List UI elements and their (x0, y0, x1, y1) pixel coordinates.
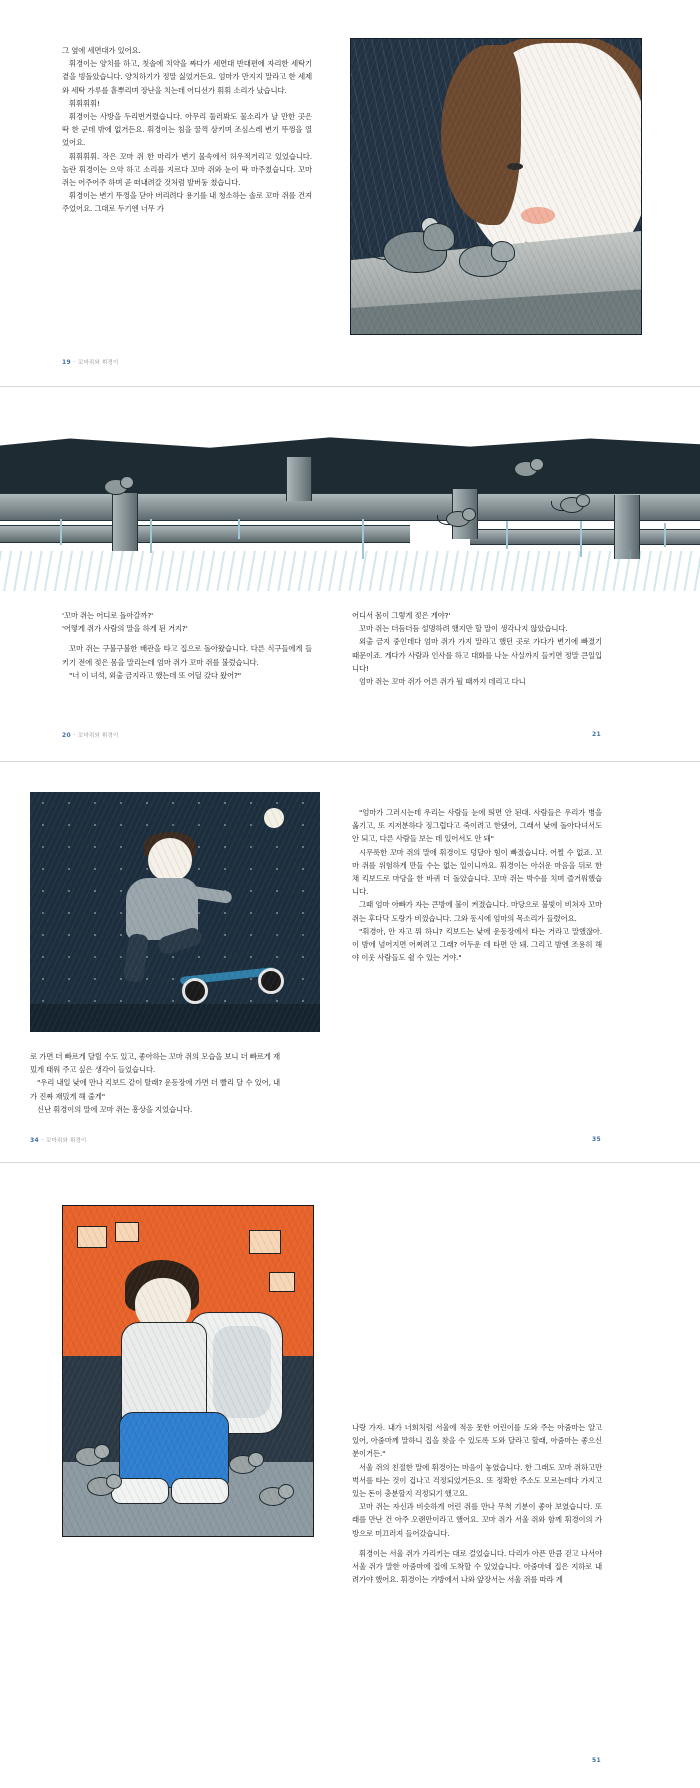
folio-number: 51 (592, 1757, 601, 1764)
mouse-icon (514, 457, 544, 477)
mouse-head (94, 1444, 110, 1459)
mouse-head (120, 476, 134, 489)
water-surface (0, 551, 700, 591)
folio-page-20 (62, 731, 119, 739)
paragraph: '꼬마 쥐는 어디로 돌아갈까?' (62, 611, 154, 620)
folio-separator: · (73, 359, 76, 366)
water-drip (506, 521, 508, 549)
pipe-vertical-left (112, 493, 138, 551)
window (77, 1226, 107, 1248)
folio-number: 21 (592, 731, 601, 738)
page-2-right-column (352, 609, 602, 688)
folio-page-21 (592, 731, 601, 738)
mouse-icon (560, 493, 590, 513)
folio-page-51 (592, 1757, 601, 1764)
folio-number: 20 (62, 732, 71, 739)
paragraph: "너 이 녀석, 외출 금지라고 했는데 또 어딜 갔다 왔어?" (69, 670, 242, 680)
folio-number: 34 (30, 1137, 39, 1144)
window (269, 1272, 295, 1292)
illustration-boy-on-kickboard (30, 792, 320, 1032)
mouse-icon (259, 1482, 293, 1506)
mouse-head (462, 508, 476, 521)
paragraph: 그 옆에 세면대가 있어요. (62, 46, 141, 55)
illustration-sewer-pipes (0, 397, 700, 597)
mouse-head (278, 1484, 294, 1499)
paragraph: 휘경이는 변기 뚜껑을 닫아 버리려다 용기를 내 청소하는 솔로 꼬마 쥐를 건져 주었어요. 그대로 두기엔 너무 가 (62, 191, 312, 214)
pipe-vertical-far-right (614, 495, 640, 559)
backpack-shading (213, 1326, 271, 1418)
mouse-icon (229, 1450, 263, 1474)
page-3 (0, 762, 700, 1162)
cheek-blush (521, 207, 555, 224)
paragraph: 그때 엄마 아빠가 자는 큰방에 불이 켜졌습니다. 마당으로 불빛이 비쳐자 꼬마 쥐는 후다닥 도랑가 비껐습니다. 그와 동시에 엄마의 목소리가 들렸어요. (352, 900, 602, 923)
mouse-large-icon (373, 215, 459, 277)
boy-head (148, 838, 192, 882)
boy-jacket (121, 1322, 207, 1424)
paragraph: 꼬마 쥐는 자신과 비슷하게 어린 쥐를 만나 무척 기분이 좋아 보였습니다. 또래를 만난 건 아주 오랜만이라고 했어요. 꼬마 쥐가 서울 쥐와 함께 휘경이의 가방으로 미끄러져 들어갔습니다. (352, 1502, 602, 1538)
mouse-head (106, 1474, 122, 1489)
folio-title: 꼬마쥐와 휘경이 (77, 733, 119, 739)
folio-number: 19 (62, 359, 71, 366)
page-2 (0, 387, 700, 761)
paragraph: 신난 휘경이의 말에 꼬마 쥐는 흥상을 지었습니다. (37, 1104, 193, 1114)
page-2-left-column (62, 609, 312, 682)
page-4 (0, 1163, 700, 1788)
paragraph: 서울 쥐의 친절한 말에 휘경이는 마음이 놓였습니다. 한 그래도 꼬마 쥐하고만 벅서를 타는 것이 겁나고 걱정되었거든요. 또 정확한 주소도 모르는데다 가지고 있는 돈이 충분할지 걱정되기 했고요. (352, 1462, 602, 1499)
page-3-left-column (30, 1050, 280, 1116)
window (115, 1222, 139, 1242)
folio-separator: · (41, 1137, 44, 1144)
mouse-head (423, 223, 455, 251)
paragraph: 엄마 쥐는 꼬마 쥐가 어른 쥐가 될 때까지 데리고 다니 (359, 677, 526, 687)
kickboard-wheel-front (182, 978, 208, 1004)
window (249, 1230, 281, 1254)
mouse-head (491, 241, 515, 262)
paragraph: 꼬마 쥐는 구불구불한 배관을 타고 집으로 돌아왔습니다. 다른 식구들에게 들키기 전에 젖은 몸을 말리는데 엄마 쥐가 꼬마 쥐를 불렀습니다. (62, 644, 312, 667)
mouse-small-icon (455, 235, 519, 281)
mouse-icon (104, 475, 134, 495)
paragraph: "휘경아, 안 자고 뭐 하니? 킥보드는 낮에 운동장에서 타는 거라고 말했잖아. 이 밤에 넘어지면 어쩌려고 그래? 어두운 데 타면 안 돼. 그리고 밤엔 조용히 해야 이웃 사람들도 쉴 수 있는 거야." (352, 926, 602, 963)
folio-page-35 (592, 1136, 601, 1143)
folio-separator: · (73, 732, 76, 739)
page-3-right-column (352, 806, 602, 964)
paragraph: 어디서 몸이 그렇게 젖은 게야?' (352, 611, 451, 620)
mouse-icon (87, 1472, 121, 1496)
page-4-right-column (352, 1421, 602, 1586)
pipe-vertical-mid (286, 457, 312, 501)
paragraph: 꼬마 쥐는 더듬더듬 설명하려 했지만 할 말이 생각나지 않았습니다. (359, 624, 568, 634)
pipe-main-horizontal (0, 493, 700, 521)
folio-title: 꼬마쥐와 휘경이 (45, 1138, 87, 1144)
folio-title: 꼬마쥐와 휘경이 (77, 360, 119, 366)
paragraph: "엄마가 그러시는데 우리는 사람들 눈에 띄면 안 된대. 사람들은 우리가 병을 옮기고, 또 지저분하다 징그럽다고 죽이려고 한댔어, 그래서 낮에 돌아다녀서도 안 되고, 다른 사람들 보는 데 있어서도 안 돼" (352, 808, 602, 844)
paragraph: 로 가면 더 빠르게 달릴 수도 있고, 좋아하는 꼬마 쥐의 모습을 보니 더 빠르게 재밌게 태워 주고 싶은 생각이 들었습니다. (30, 1052, 280, 1075)
mouse-icon (75, 1442, 109, 1466)
kickboard-wheel-rear (258, 968, 284, 994)
illustration-girl-face-and-mice (350, 38, 642, 335)
mouse-head (530, 458, 544, 471)
paragraph: "우리 내일 낮에 만나 킥보드 같이 탈래? 운동장에 가면 더 빨리 달 수 있어, 내가 진짜 재밌게 해 줄게" (30, 1078, 280, 1101)
boy-pants (119, 1412, 229, 1488)
paragraph: 나랑 가자. 내가 너희처럼 서울에 적응 못한 어린이를 도와 주는 아줌마는 알고 있어, 아줌마께 말하니 집을 찾을 수 있도록 도와 달라고 할래, 아줌마는 좋으신 분이거든." (352, 1423, 602, 1459)
mouse-head (248, 1452, 264, 1467)
paragraph: 휘경이는 서울 쥐가 가리키는 대로 걸었습니다. 다리가 아픈 만큼 걷고 나서야 서울 쥐가 말한 아줌마에 집에 도착할 수 있었습니다. 아줌마네 집은 지하로 내려가야 했어요. 휘경이는 가방에서 나와 앞장서는 서울 쥐를 따라 계 (352, 1548, 602, 1585)
illustration-boy-with-backpack (62, 1205, 314, 1537)
folio-number: 35 (592, 1136, 601, 1143)
paragraph: '어떻게 쥐가 사람의 말을 하게 된 거지?' (62, 624, 188, 634)
paragraph: 휘경이는 사방을 두리번거렸습니다. 아무리 둘러봐도 물소리가 날 만한 곳은 딱 한 군데 밖에 없거든요. 휘경이는 침을 꿀꺽 삼키며 조심스레 변기 뚜껑을 열었어요. (62, 112, 312, 148)
paragraph: 시무룩한 꼬마 쥐의 말에 휘경이도 덩달아 힘이 빠졌습니다. 어쩔 수 없죠. 꼬마 쥐를 위험하게 만들 수는 없는 일이니까요. 휘경이는 아쉬운 마음을 뒤로 한 채 킥보드로 마당을 한 바퀴 더 돌았습니다. 꼬마 쥐는 박수를 치며 즐거워했습니다. (352, 847, 602, 897)
water-drip (60, 519, 62, 545)
ground (30, 1004, 320, 1032)
eye (507, 163, 523, 170)
page-1-body-text (62, 44, 312, 216)
folio-page-19 (62, 358, 119, 366)
page-1 (0, 0, 700, 386)
mouse-icon (446, 507, 476, 527)
folio-page-34 (30, 1136, 87, 1144)
water-drip (238, 519, 240, 539)
water-drip (150, 519, 152, 553)
water-drip (664, 523, 666, 547)
moon-icon (264, 808, 284, 828)
boy-shoe-right (171, 1478, 229, 1504)
paragraph: 휘휘휘휘. 작은 꼬마 쥐 한 마리가 변기 물속에서 허우적거리고 있었습니다. 놀란 휘경이는 으악 하고 소리를 지르다 꼬마 쥐와 눈이 딱 마주쳤습니다. 꼬마 쥐는 어주어주 하며 곧 떠내려갈 것처럼 발버둥 쳤습니다. (62, 151, 312, 188)
paragraph: 휘경이는 양치를 하고, 칫솔에 치약을 짜다가 세면대 반대편에 자리한 세탁기 곁을 빙돌았습니다. 양치하기가 정말 싫었거든요. 엄마가 만지지 말라고 한 세제와 세탁 가루를 흩뿌리며 장난을 치는데 어디선가 휘휘 소리가 났습니다. (62, 59, 312, 95)
paragraph: 휘휘휘휘! (69, 98, 100, 108)
mouse-head (576, 494, 590, 507)
paragraph: 외출 금지 중인데다 엄마 쥐가 가지 말라고 했던 곳로 가다가 변기에 빠졌기 때문이죠. 게다가 사람과 인사를 하고 대화를 나눈 사실까지 들키면 정말 큰일입니다! (352, 637, 602, 673)
